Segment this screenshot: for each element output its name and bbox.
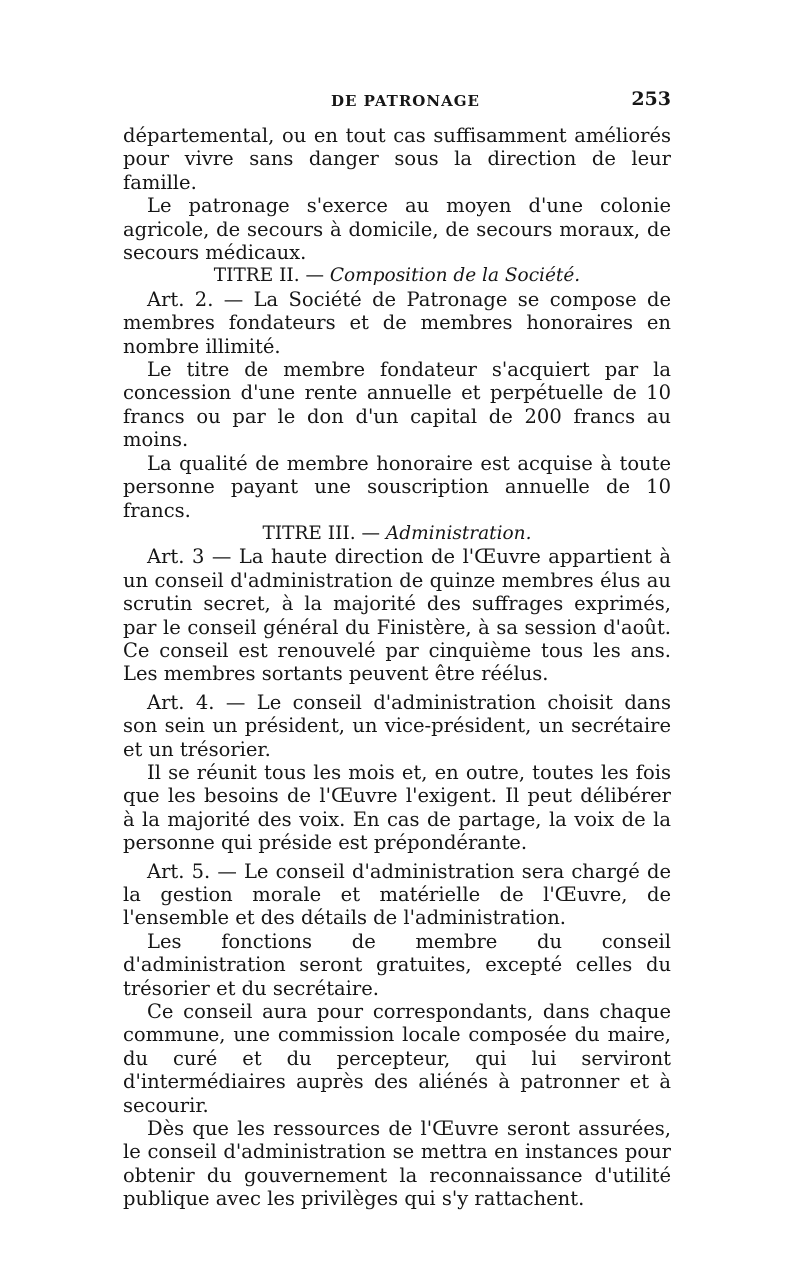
page-body bbox=[123, 124, 671, 1211]
running-head-title: DE PATRONAGE bbox=[331, 92, 480, 110]
heading-subtitle: Administration. bbox=[385, 522, 532, 544]
article-4-paragraph: Il se réunit tous les mois et, en outre, toutes les fois que les besoins de l'Œuvre l'exigent. Il peut délibérer à la majorité des voix. En cas de partage, la voix de la personne qui préside est prépondérante. bbox=[123, 760, 671, 855]
paragraph: Le patronage s'exerce au moyen d'une colonie agricole, de secours à domicile, de secours moraux, de secours médicaux. bbox=[123, 194, 671, 265]
article-2-paragraph: Le titre de membre fondateur s'acquiert par la concession d'une rente annuelle et perpétuelle de 10 francs ou par le don d'un capital de 200 francs au moins. bbox=[123, 358, 671, 452]
article-3-paragraph: Art. 3 — La haute direction de l'Œuvre appartient à un conseil d'administration de quinze membres élus au scrutin secret, à la majorité des suffrages exprimés, par le conseil général du Finistère, à sa session d'août. Ce conseil est renouvelé par cinquième tous les ans. Les membres sortants peuvent être réélus. bbox=[123, 545, 671, 686]
article-5-paragraph: Les fonctions de membre du conseil d'administration seront gratuites, excepté celles du trésorier et du secrétaire. bbox=[123, 929, 671, 1000]
article-5-paragraph: Ce conseil aura pour correspondants, dans chaque commune, une commission locale composée du maire, du curé et du percepteur, qui lui serviront d'intermédiaires auprès des aliénés à patronner et à secourir. bbox=[123, 1000, 671, 1117]
article-4-paragraph: Art. 4. — Le conseil d'administration choisit dans son sein un président, un vice-président, un secrétaire et un trésorier. bbox=[123, 690, 671, 761]
article-2-paragraph: Art. 2. — La Société de Patronage se compose de membres fondateurs et de membres honoraires en nombre illimité. bbox=[123, 287, 671, 358]
paragraph: départemental, ou en tout cas suffisamment améliorés pour vivre sans danger sous la direction de leur famille. bbox=[123, 124, 671, 194]
running-head bbox=[123, 88, 671, 116]
page-number: 253 bbox=[631, 88, 671, 110]
article-5-paragraph: Art. 5. — Le conseil d'administration sera chargé de la gestion morale et matérielle de l'Œuvre, de l'ensemble et des détails de l'administration. bbox=[123, 859, 671, 930]
heading-label: TITRE III. — bbox=[262, 522, 380, 544]
article-2-paragraph: La qualité de membre honoraire est acquise à toute personne payant une souscription annuelle de 10 francs. bbox=[123, 451, 671, 522]
heading-label: TITRE II. — bbox=[213, 265, 324, 287]
heading-subtitle: Composition de la Société. bbox=[329, 265, 581, 287]
section-heading-titre-2 bbox=[123, 264, 671, 287]
section-heading-titre-3 bbox=[123, 522, 671, 545]
article-5-paragraph: Dès que les ressources de l'Œuvre seront assurées, le conseil d'administration se mettra en instances pour obtenir du gouvernement la reconnaissance d'utilité publique avec les privilèges qui s'y rattachent. bbox=[123, 1117, 671, 1211]
